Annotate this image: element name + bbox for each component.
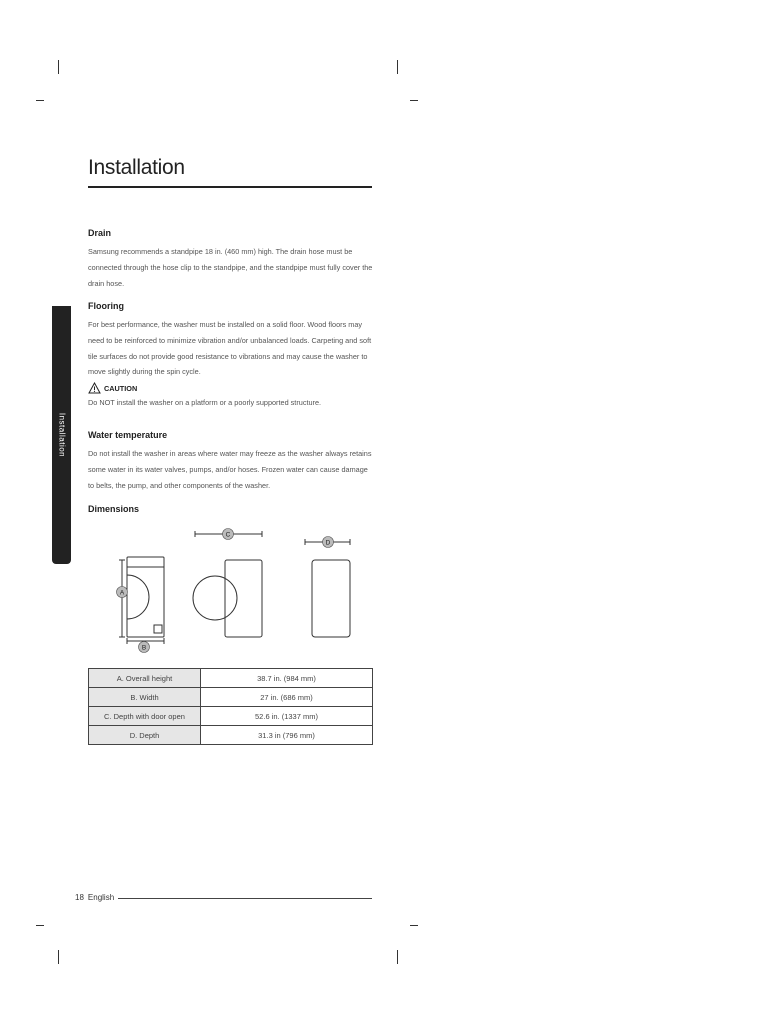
table-cell-label: A. Overall height [89, 669, 201, 688]
table-cell-value: 52.6 in. (1337 mm) [201, 707, 373, 726]
crop-mark [58, 950, 59, 964]
label-d: D [325, 539, 331, 547]
water-temperature-heading: Water temperature [88, 430, 168, 440]
side-tab-label: Installation [57, 412, 66, 458]
caution-text: Do NOT install the washer on a platform or a poorly supported structure. [88, 398, 322, 408]
crop-mark [397, 950, 398, 964]
label-a: A [119, 589, 125, 597]
flooring-body: For best performance, the washer must be installed on a solid floor. Wood floors may need to be reinforced to minimize vibration and/or unbalanced loads. Carpeting and soft tile surfaces do not provide good resistance to vibrations and may cause the washer to move slightly during the spin cycle. [88, 320, 372, 377]
table-row [89, 669, 373, 688]
label-c: C [225, 531, 231, 539]
footer-rule [118, 898, 372, 899]
dimensions-heading: Dimensions [88, 504, 140, 514]
table-cell-label: C. Depth with door open [89, 707, 201, 726]
crop-mark [36, 925, 44, 926]
table-cell-value: 31.3 in (796 mm) [201, 726, 373, 745]
flooring-heading: Flooring [88, 301, 124, 311]
footer-language: English [87, 893, 115, 902]
water-temperature-section [88, 430, 374, 493]
table-cell-value: 27 in. (686 mm) [201, 688, 373, 707]
flooring-section [88, 301, 374, 411]
crop-mark [397, 60, 398, 74]
caution-label-row [88, 382, 374, 394]
table-cell-label: B. Width [89, 688, 201, 707]
drain-heading: Drain [88, 228, 112, 238]
side-tab [52, 306, 71, 564]
caution-label: CAUTION [104, 383, 138, 393]
dimensions-diagram [100, 520, 360, 660]
crop-mark [410, 100, 418, 101]
table-cell-label: D. Depth [89, 726, 201, 745]
dimensions-table [88, 668, 373, 745]
drain-body: Samsung recommends a standpipe 18 in. (460 mm) high. The drain hose must be connected through the hose clip to the standpipe, and the standpipe must fully cover the drain hose. [88, 247, 373, 288]
page-title: Installation [88, 156, 185, 179]
table-row [89, 707, 373, 726]
table-row [89, 688, 373, 707]
page-footer [75, 893, 114, 902]
dimensions-section [88, 504, 374, 520]
title-rule [88, 186, 372, 188]
page-number: 18 [75, 893, 84, 902]
water-temperature-body: Do not install the washer in areas where water may freeze as the washer always retains some water in its water valves, pumps, and/or hoses. Frozen water can cause damage to belts, the pump, and other components of the washer. [88, 449, 372, 490]
table-row [89, 726, 373, 745]
crop-mark [58, 60, 59, 74]
label-b: B [141, 644, 147, 652]
table-cell-value: 38.7 in. (984 mm) [201, 669, 373, 688]
drain-section [88, 228, 374, 291]
crop-mark [36, 100, 44, 101]
warning-triangle-icon [88, 382, 101, 394]
crop-mark [410, 925, 418, 926]
